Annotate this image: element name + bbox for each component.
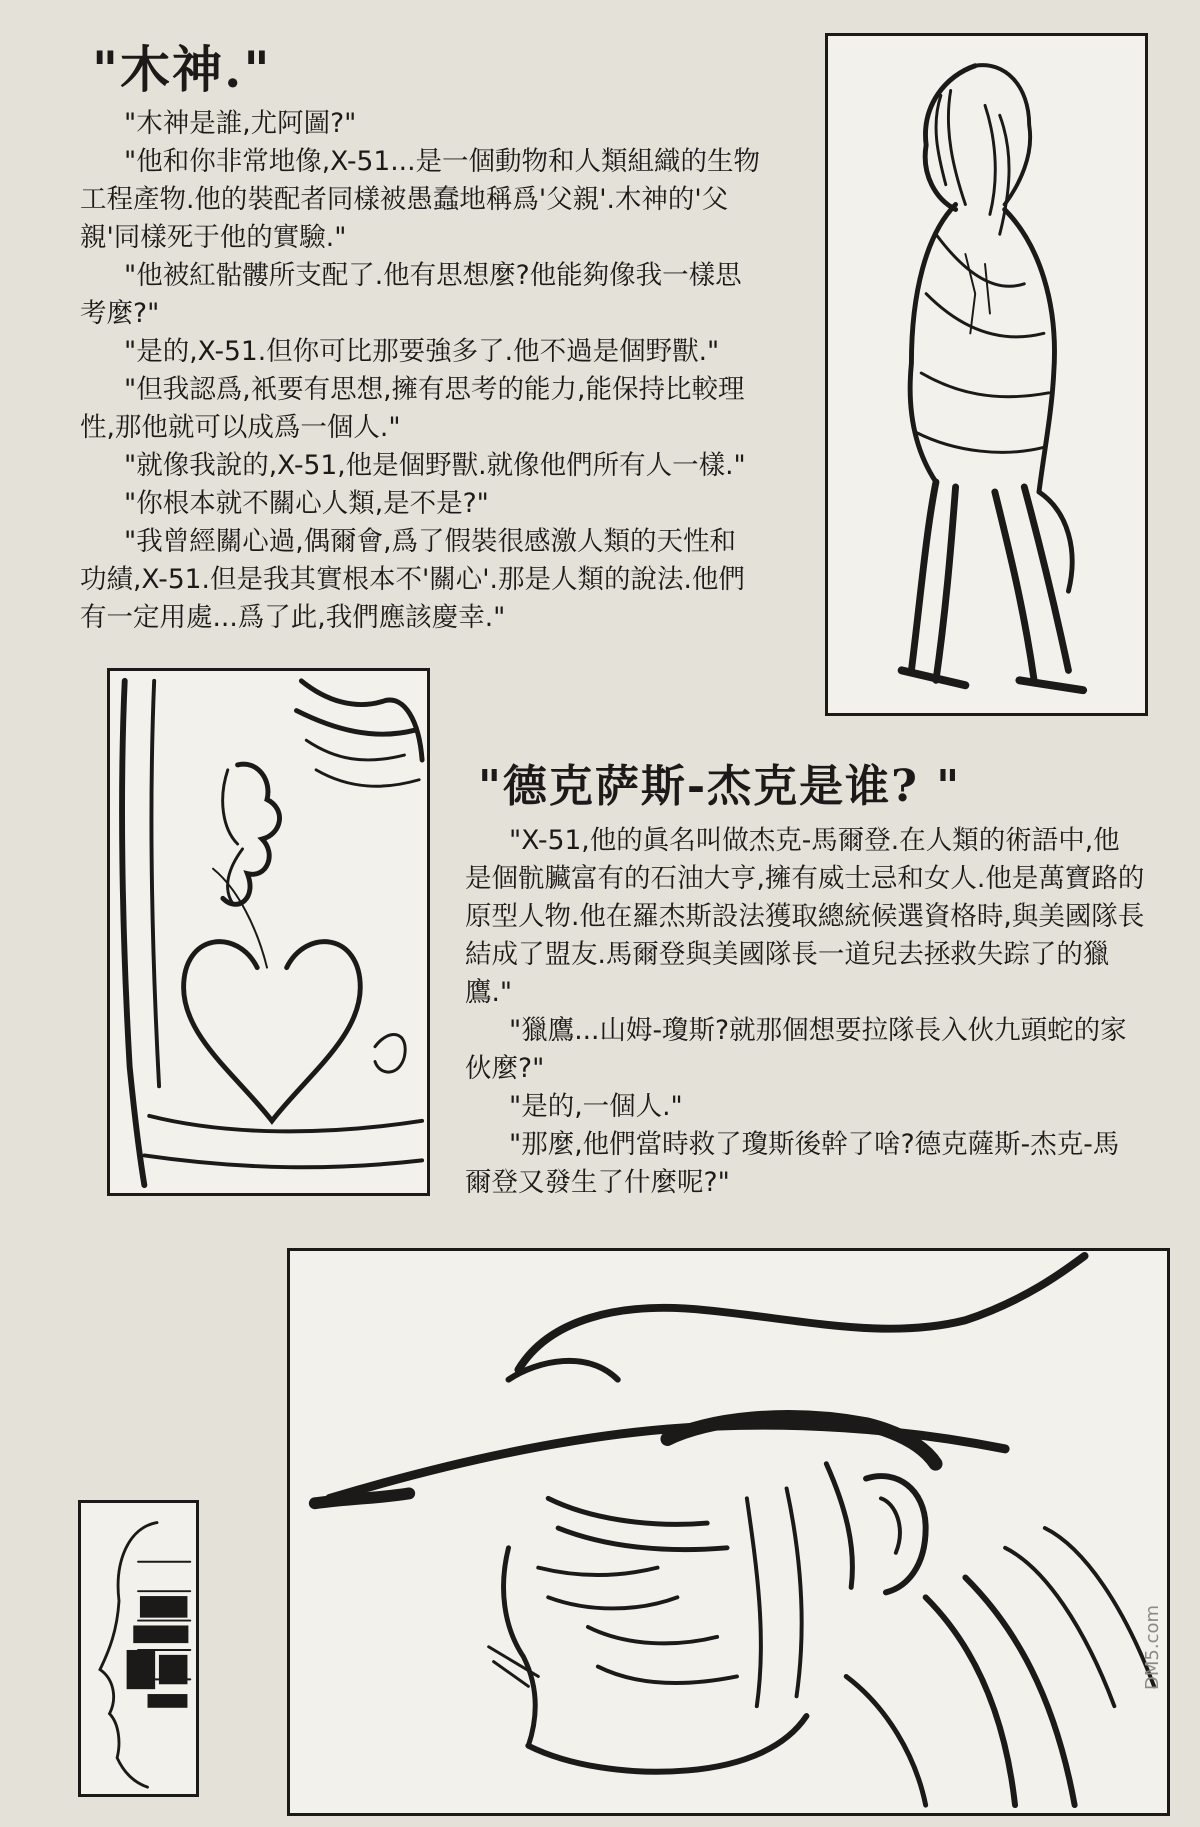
dialogue-line: "我曾經關心過,偶爾會,爲了假裝很感激人類的天性和功績,X-51.但是我其實根本不'關心'.那是人類的說法.他們有一定用處...爲了此,我們應該慶幸." [80,526,745,633]
sketch-panel-bearded-man [825,33,1148,716]
dialogue-line: "他被紅骷髏所支配了.他有思想麼?他能夠像我一樣思考麼?" [80,260,742,329]
sketch-panel-heart-tattoo [107,668,430,1196]
section-title-texas-jack: "德克萨斯-杰克是谁? " [478,761,962,812]
dialogue-line: "那麼,他們當時救了瓊斯後幹了啥?德克薩斯-杰克-馬爾登又發生了什麼呢?" [465,1129,1120,1198]
dialogue-line: "是的,一個人." [509,1091,683,1122]
dialogue-line: "木神是誰,尤阿圖?" [124,108,357,139]
watermark-text: DM5.com [1142,1604,1163,1690]
dialogue-line: "X-51,他的眞名叫做杰克-馬爾登.在人類的術語中,他是個骯臟富有的石油大亨,擁有威士忌和女人.他是萬寶路的原型人物.他在羅杰斯設法獲取總統候選資格時,與美國隊長結成了盟友.馬爾登與美國隊長一道兒去拯救失踪了的獵鷹." [465,825,1145,1008]
dialogue-line: "獵鷹...山姆-瓊斯?就那個想要拉隊長入伙九頭蛇的家伙麼?" [465,1015,1127,1084]
sketch-panel-cowboy-portrait [287,1248,1170,1816]
dialogue-line: "你根本就不關心人類,是不是?" [124,488,489,519]
section-title-wood-god: "木神." [92,40,272,99]
bearded-man-sketch [828,36,1145,713]
dialogue-line: "就像我說的,X-51,他是個野獸.就像他們所有人一樣." [124,450,746,481]
cowboy-portrait-sketch [290,1251,1167,1813]
dialogue-line: "但我認爲,衹要有思想,擁有思考的能力,能保持比較理性,那他就可以成爲一個人." [80,374,745,443]
dialogue-block-wood-god [80,105,760,637]
sketch-panel-robot-head [78,1500,199,1797]
robot-head-sketch [81,1503,196,1794]
dialogue-line: "是的,X-51.但你可比那要強多了.他不過是個野獸." [124,336,720,367]
heart-tattoo-sketch [110,671,427,1193]
dialogue-line: "他和你非常地像,X-51...是一個動物和人類組織的生物工程產物.他的裝配者同樣被愚蠢地稱爲'父親'.木神的'父親'同樣死于他的實驗." [80,146,760,253]
dialogue-block-texas-jack [465,822,1145,1202]
